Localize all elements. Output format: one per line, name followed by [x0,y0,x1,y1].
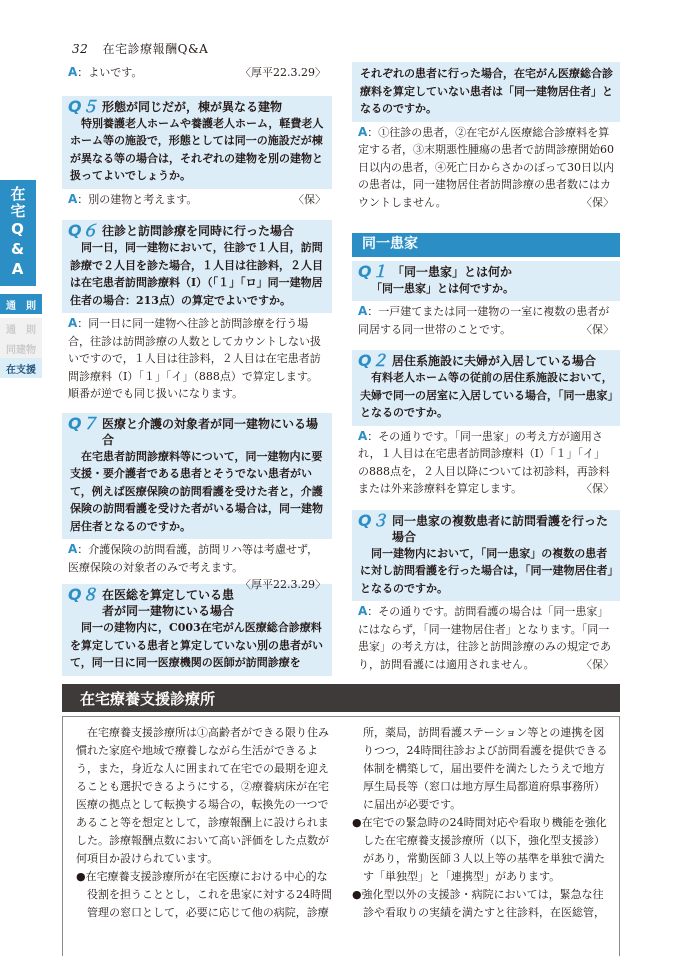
answer-text: ：同一日に同一建物へ往診と訪問診療を行う場合，往診は訪問診療の人数としてカウントしない扱いですので，１人目は往診料，２人目は在宅患者訪問診療料（Ⅰ）「１」「イ」（888点）で算定します。順番が逆でも同じ扱いになります。 [68,317,321,400]
question-title: 居住系施設に夫婦が入居している場合 [392,354,597,368]
side-tab-home-support[interactable]: 在支援 [0,358,42,378]
q8-title [68,587,240,619]
q7-title [68,413,326,448]
q8-continued-box [352,62,620,122]
q6-title [68,223,326,239]
q1-answer [352,301,620,338]
question-body: 同一日，同一建物において，往診で１人目，訪問診療で２人目を診た場合，１人目は往診料，２人目は在宅患者訪問診療料（Ⅰ）（「１」「ロ」同一建物居住者の場合：213点）の算定でよいですか。 [70,241,323,307]
answer-mark: A [68,316,78,330]
question-title: 在医総を算定している患者が同一建物にいる場合 [102,588,235,618]
feature-right-column [352,724,610,922]
answer-text: ：別の建物と考えます。 [77,192,198,206]
answer-mark: A [358,428,368,443]
q5-answer [62,189,332,209]
q5-box [62,96,332,189]
q7-box [62,413,332,540]
answer-source: 〈厚平22.3.29〉 [240,66,326,79]
q8-answer [352,122,620,212]
answer-mark: A [358,124,368,139]
same-household-q3-box [352,510,620,602]
q3-title [358,510,614,545]
q1-title [358,261,614,281]
question-title: 形態が同じだが，棟が異なる建物 [102,99,283,114]
answer-source: 〈保〉 [581,482,614,495]
q6-box [62,220,332,313]
feature-bullet-1 [76,868,334,922]
question-title: 同一患家の複数患者に訪問看護を行った場合 [392,513,609,544]
question-body: 同一建物内において，「同一患家」の複数の患者に対し訪問看護を行った場合は，「同一建物居住者」となるのですか。 [360,546,613,595]
left-column [62,62,332,676]
bullet-text: 在宅での緊急時の24時間対応や看取り機能を強化した在宅療養支援診療所（以下，強化型支援診）があり，常勤医師３人以上等の基準を単独で満たす「単独型」と「連携型」があります。 [361,816,607,883]
answer-text: ：よいです。 [77,66,143,79]
q8-box [62,584,332,676]
question-title: 「同一患家」とは何か [392,264,513,279]
feature-bullet-3 [352,886,610,922]
question-number: Q３ [358,510,388,530]
bullet-text: 在宅療養支援診療所が在宅医療における中心的な役割を担うこととし，これを患家に対する24時間管理の窓口として，必要に応じて他の病院，診療 [85,870,332,919]
feature-bullet-2 [352,814,610,886]
question-number: Q２ [358,351,388,370]
side-chapter-title [0,180,36,286]
q2-answer [352,426,620,498]
answer-source: 〈厚平22.3.29〉 [240,578,326,591]
q7-answer [62,539,332,591]
question-title: 往診と訪問診療を同時に行った場合 [102,224,295,238]
answer-text: ：①往診の患者，②在宅がん医療総合診療料を算定する者，③末期悪性腫瘍の患者で訪問診療開始60日以内の患者，④死亡日からさかのぼって30日以内の患者は，同一建物居住者訪問診療の患者数にはカウントしません。 [358,125,614,209]
question-body: 同一の建物内に，C003在宅がん医療総合診療料を算定している患者と算定していない別の患者がいて，同一日に同一医療機関の医師が訪問診療を [70,621,323,669]
q3-answer [352,601,620,673]
answer-source: 〈保〉 [581,195,614,209]
q2-title [358,353,614,369]
answer-source: 〈保〉 [293,192,326,206]
feature-left-column [76,724,334,922]
answer-source: 〈保〉 [581,322,614,336]
question-number: Q１ [358,261,388,281]
q6-answer [62,313,332,403]
feature-title: 在宅療養支援診療所 [80,689,216,708]
section-same-household: 同一患家 [352,233,620,257]
question-number: Q８ [68,585,98,604]
question-body: 在宅患者訪問診療料等について，同一建物内に要支援・要介護者である患者とそうでない患者がいて，例えば医療保険の訪問看護を受けた者と，介護保険の訪問看護を受けた者がいる場合は，同一建物居住者となるのですか。 [70,449,323,533]
question-title: 医療と介護の対象者が同一建物にいる場合 [102,416,319,447]
bullet-mark: ● [76,870,86,883]
right-column [352,62,620,673]
answer-text: ：その通りです。「同一患家」の考え方が適用され，１人目は在宅患者訪問診療料（Ⅰ）「１」「イ」の888点を，２人目以降については初診料，再診料または外来診療料を算定します。 [358,429,610,495]
side-tab-general-2[interactable]: 通 則 [0,318,42,338]
answer-text: ：介護保険の訪問看護，訪問リハ等は考慮せず，医療保険の対象者のみで考えます。 [68,543,319,574]
q4-answer [62,62,332,82]
answer-source: 〈保〉 [581,657,614,671]
side-tab-same-building[interactable]: 同建物 [0,338,42,358]
running-header [72,40,208,57]
question-number: Q７ [68,413,98,433]
question-body: 「同一患家」とは何ですか。 [371,281,514,295]
answer-text: ：一戸建てまたは同一建物の一室に複数の患者が同居する同一世帯のことです。 [358,305,610,336]
side-chapter-label: 在宅Q&A [8,186,27,280]
bullet-mark: ● [352,888,362,901]
answer-text: ：その通りです。訪問看護の場合は「同一患家」にはならず，「同一建物居住者」となります。「同一患家」の考え方は，往診と訪問診療のみの規定であり，訪問看護には適用されません。 [358,605,611,671]
question-body: 特別養護老人ホームや養護老人ホーム，軽費老人ホーム等の施設で，形態としては同一の施設だが棟が異なる等の場合は，それぞれの建物を別の建物と扱ってよいでしょうか。 [70,116,324,182]
answer-mark: A [68,65,78,79]
question-number: Q６ [68,221,98,240]
q5-title [68,96,326,116]
question-body: 有料老人ホーム等の従前の居住系施設において，夫婦で同一の居室に入居している場合，「同一患家」となるのですか。 [360,371,613,419]
answer-mark: A [68,542,78,556]
side-tab-general[interactable]: 通 則 [0,294,42,314]
question-body: それぞれの患者に行った場合，在宅がん医療総合診療料を算定していない患者は「同一建物居住者」となるのですか。 [360,67,613,115]
question-number: Q５ [68,96,98,116]
answer-mark: A [358,304,368,318]
feature-continued: 所，薬局，訪問看護ステーション等との連携を図りつつ，24時間往診および訪問看護を提供できる体制を構築して，届出要件を満たしたうえで地方厚生局長等（窓口は地方厚生局都道府県事務所）に届出が必要です。 [363,726,608,811]
answer-mark: A [358,604,368,618]
running-title: 在宅診療報酬Q&A [102,42,209,56]
same-household-q1-box [352,261,620,302]
page-number: 32 [72,42,89,56]
bullet-text: 強化型以外の支援診・病院においては，緊急な往診や看取りの実績を満たすと往診料，在医総管， [361,888,605,919]
bullet-mark: ● [352,816,362,829]
feature-intro: 在宅療養支援診療所は①高齢者ができる限り住み慣れた家庭や地域で療養しながら生活ができるよう，また，身近な人に囲まれて在宅での最期を迎えることも選択できるようにする，②療養病床が在宅医療の拠点として転換する場合の，転換先の一つであること等を想定として，診療報酬上に設けられました。診療報酬点数において高い評価をした点数が何項目か設けられています。 [76,726,329,865]
answer-mark: A [68,191,78,206]
feature-title-bar [62,684,620,712]
same-household-q2-box [352,350,620,426]
